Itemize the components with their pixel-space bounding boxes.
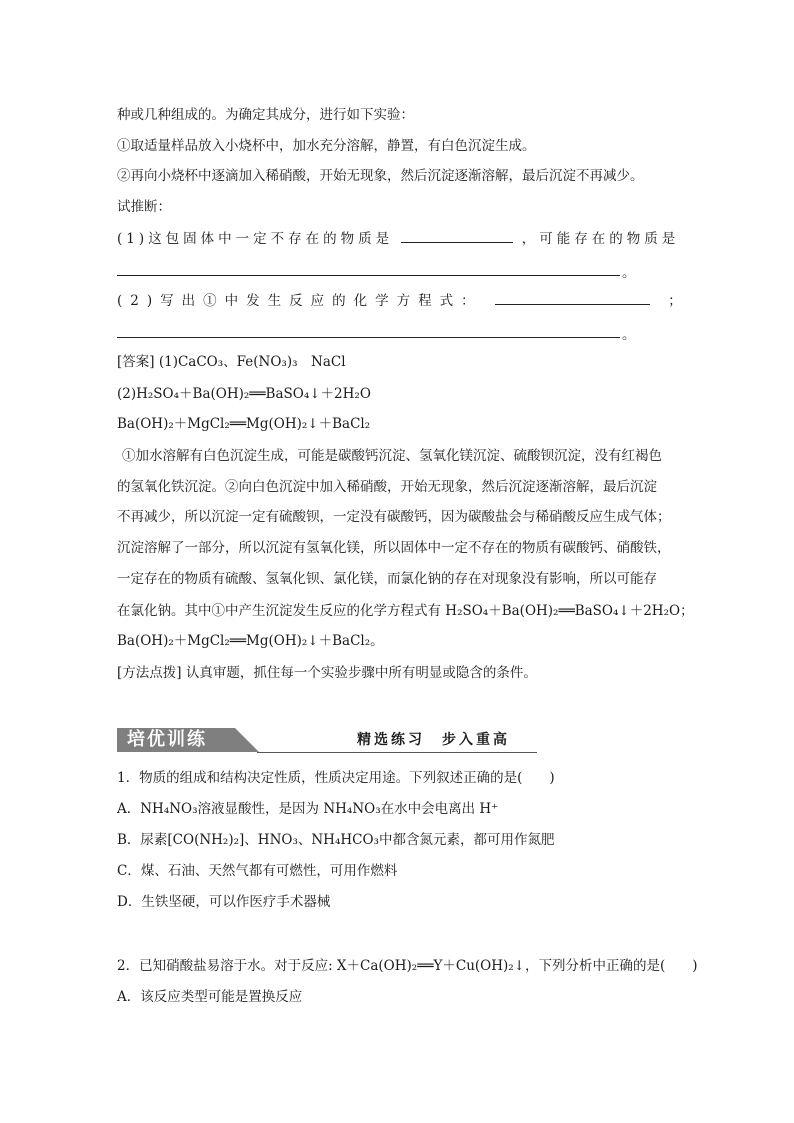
answer-tag: [答案] [117,354,155,370]
banner-title: 培优训练 [127,729,207,750]
question-2-line [117,290,690,311]
question-1-text-a: (1)这包固体中一定不存在的物质是 [117,231,394,247]
option-d[interactable]: D．生铁坚硬，可以作医疗手术器械 [117,894,331,910]
banner-underline [257,752,537,753]
intro-step-1: ①取适量样品放入小烧杯中，加水充分溶解，静置，有白色沉淀生成。 [117,138,536,154]
explanation-line-2: 的氢氧化铁沉淀。②向白色沉淀中加入稀硝酸，开始无现象，然后沉淀逐渐溶解，最后沉淀 [117,479,657,495]
section-banner [117,725,537,755]
explanation-line-4: 沉淀溶解了一部分，所以沉淀有氢氧化镁，所以固体中一定不存在的物质有碳酸钙、硝酸铁， [117,540,671,556]
question-1-blank-b[interactable] [117,274,620,276]
question-stem: 2．已知硝酸盐易溶于水。对于反应: X＋Ca(OH)₂══Y＋Cu(OH)₂↓，下列分析中正确的是( ) [117,958,698,974]
option-b[interactable]: B．尿素[CO(NH₂)₂]、HNO₃、NH₄HCO₃中都含氮元素，都可用作氮肥 [117,832,555,848]
explanation-line-7: Ba(OH)₂＋MgCl₂══Mg(OH)₂↓＋BaCl₂。 [117,633,384,649]
intro-line-1: 种或几种组成的。为确定其成分，进行如下实验： [117,107,414,123]
question-2-semicolon: ； [668,293,690,309]
question-2-blank-a[interactable] [495,290,650,305]
option-a[interactable]: A．该反应类型可能是置换反应 [117,989,303,1005]
answer-line-1 [117,352,677,372]
question-1-line [117,228,680,249]
explanation-line-3: 不再减少，所以沉淀一定有硫酸钡，一定没有碳酸钙，因为碳酸盐会与稀硝酸反应生成气体； [117,509,671,525]
question-1-blank-a[interactable] [401,228,513,243]
explanation-line-6: 在氯化钠。其中①中产生沉淀发生反应的化学方程式有 H₂SO₄＋Ba(OH)₂══BaSO₄↓＋2H₂O； [117,603,694,619]
question-2-blank-b[interactable] [117,336,620,338]
question-stem: 1．物质的组成和结构决定性质，性质决定用途。下列叙述正确的是( ) [117,770,555,786]
answer-equation-2: Ba(OH)₂＋MgCl₂══Mg(OH)₂↓＋BaCl₂ [117,416,371,432]
answer-part-1: (1)CaCO₃、Fe(NO₃)₃ NaCl [158,354,346,370]
intro-step-2: ②再向小烧杯中逐滴加入稀硝酸，开始无现象，然后沉淀逐渐溶解，最后沉淀不再减少。 [117,168,644,184]
intro-infer: 试推断： [117,199,171,215]
question-2-text: (2)写出①中发生反应的化学方程式： [117,293,483,309]
option-c[interactable]: C．煤、石油、天然气都有可燃性，可用作燃料 [117,863,398,879]
option-a[interactable]: A．NH₄NO₃溶液显酸性，是因为 NH₄NO₃在水中会电离出 H⁺ [117,801,499,817]
method-tip: [方法点拨] 认真审题，抓住每一个实验步骤中所有明显或隐含的条件。 [117,665,537,681]
answer-equation-1: (2)H₂SO₄＋Ba(OH)₂══BaSO₄↓＋2H₂O [117,386,371,402]
banner-subtitle: 精选练习 步入重高 [357,732,510,748]
question-1-end: 。 [622,265,636,281]
question-1-text-b: ，可能存在的物质是 [521,231,680,247]
explanation-line-1: ①加水溶解有白色沉淀生成，可能是碳酸钙沉淀、氢氧化镁沉淀、硫酸钡沉淀，没有红褐色 [122,448,662,464]
question-2-end: 。 [622,327,636,343]
explanation-line-5: 一定存在的物质有硫酸、氢氧化钡、氯化镁，而氯化钠的存在对现象没有影响，所以可能存 [117,571,657,587]
